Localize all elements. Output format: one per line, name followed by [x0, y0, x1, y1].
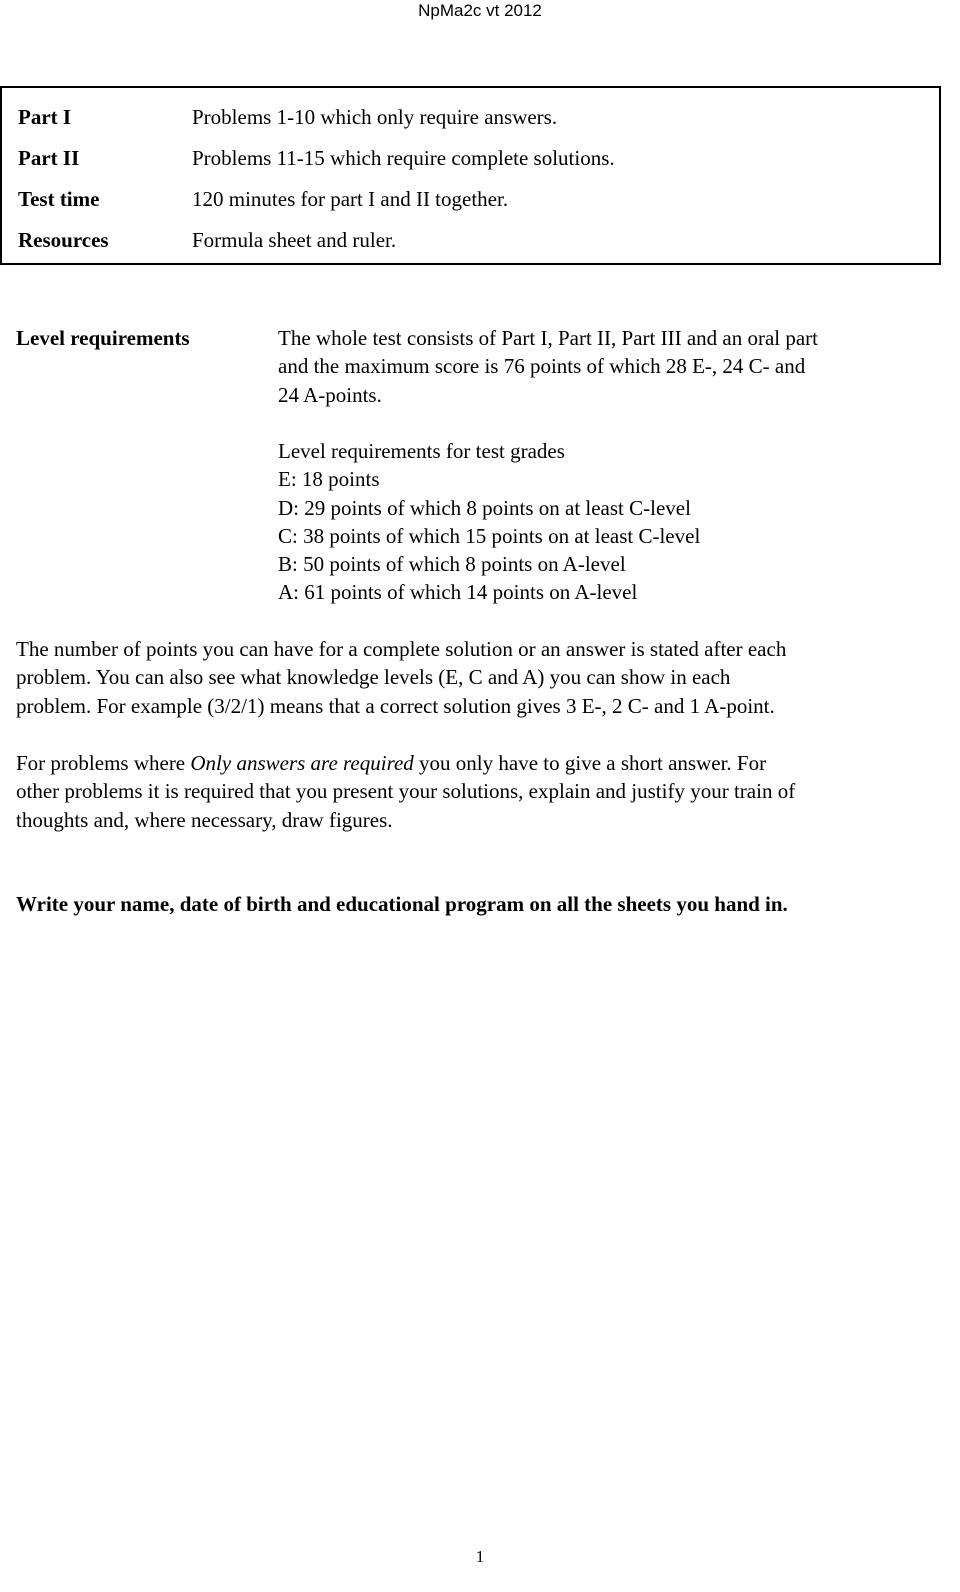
instruction-line: Write your name, date of birth and educational program on all the sheets you hand in. [16, 892, 788, 916]
info-value: Problems 1-10 which only require answers. [192, 105, 558, 129]
paragraph-line: thoughts and, where necessary, draw figures. [16, 807, 393, 832]
info-value: Formula sheet and ruler. [192, 228, 397, 252]
intro-line: 24 A-points. [278, 382, 382, 407]
intro-line: and the maximum score is 76 points of which 28 E-, 24 C- and [278, 354, 806, 379]
grade-item-c: C: 38 points of which 15 points on at least C-level [278, 523, 701, 548]
answers-line-prefix: For problems where [16, 751, 191, 775]
grades-heading: Level requirements for test grades [278, 439, 565, 463]
paragraph-line: The number of points you can have for a complete solution or an answer is stated after each [16, 637, 787, 661]
paragraph-line: problem. For example (3/2/1) means that a correct solution gives 3 E-, 2 C- and 1 A-point. [16, 693, 775, 718]
grade-item-b: B: 50 points of which 8 points on A-level [278, 552, 626, 577]
grade-item-d: D: 29 points of which 8 points on at least C-level [278, 495, 691, 520]
info-value: Problems 11-15 which require complete solutions. [192, 146, 615, 170]
only-answers-emphasis: Only answers are required [190, 751, 414, 775]
info-label: Test time [18, 187, 100, 211]
answers-paragraph [16, 749, 946, 834]
info-value: 120 minutes for part I and II together. [192, 187, 509, 211]
name-instruction [16, 890, 946, 918]
paragraph-line [16, 749, 946, 777]
running-header [0, 0, 960, 22]
paragraph-line: other problems it is required that you present your solutions, explain and justify your train of [16, 779, 796, 804]
grade-requirements-list [278, 437, 938, 607]
header-title: NpMa2c vt 2012 [418, 1, 542, 20]
paragraph-line: problem. You can also see what knowledge levels (E, C and A) you can show in each [16, 665, 731, 690]
info-label: Resources [18, 228, 109, 252]
level-requirements-intro [278, 324, 938, 409]
grade-item-a: A: 61 points of which 14 points on A-level [278, 580, 638, 605]
info-label: Part II [18, 146, 80, 170]
page-number: 1 [475, 1547, 485, 1566]
test-info-box [0, 86, 941, 265]
info-row-test-time [18, 185, 508, 213]
grade-item-e: E: 18 points [278, 467, 380, 492]
info-row-resources [18, 226, 396, 254]
level-requirements-heading: Level requirements [16, 326, 190, 350]
info-row-part-1 [18, 103, 557, 131]
points-paragraph [16, 635, 946, 720]
info-row-part-2 [18, 144, 615, 172]
intro-line: The whole test consists of Part I, Part II, Part III and an oral part [278, 326, 819, 350]
answers-line-suffix: you only have to give a short answer. For [413, 751, 767, 775]
info-label: Part I [18, 105, 72, 129]
